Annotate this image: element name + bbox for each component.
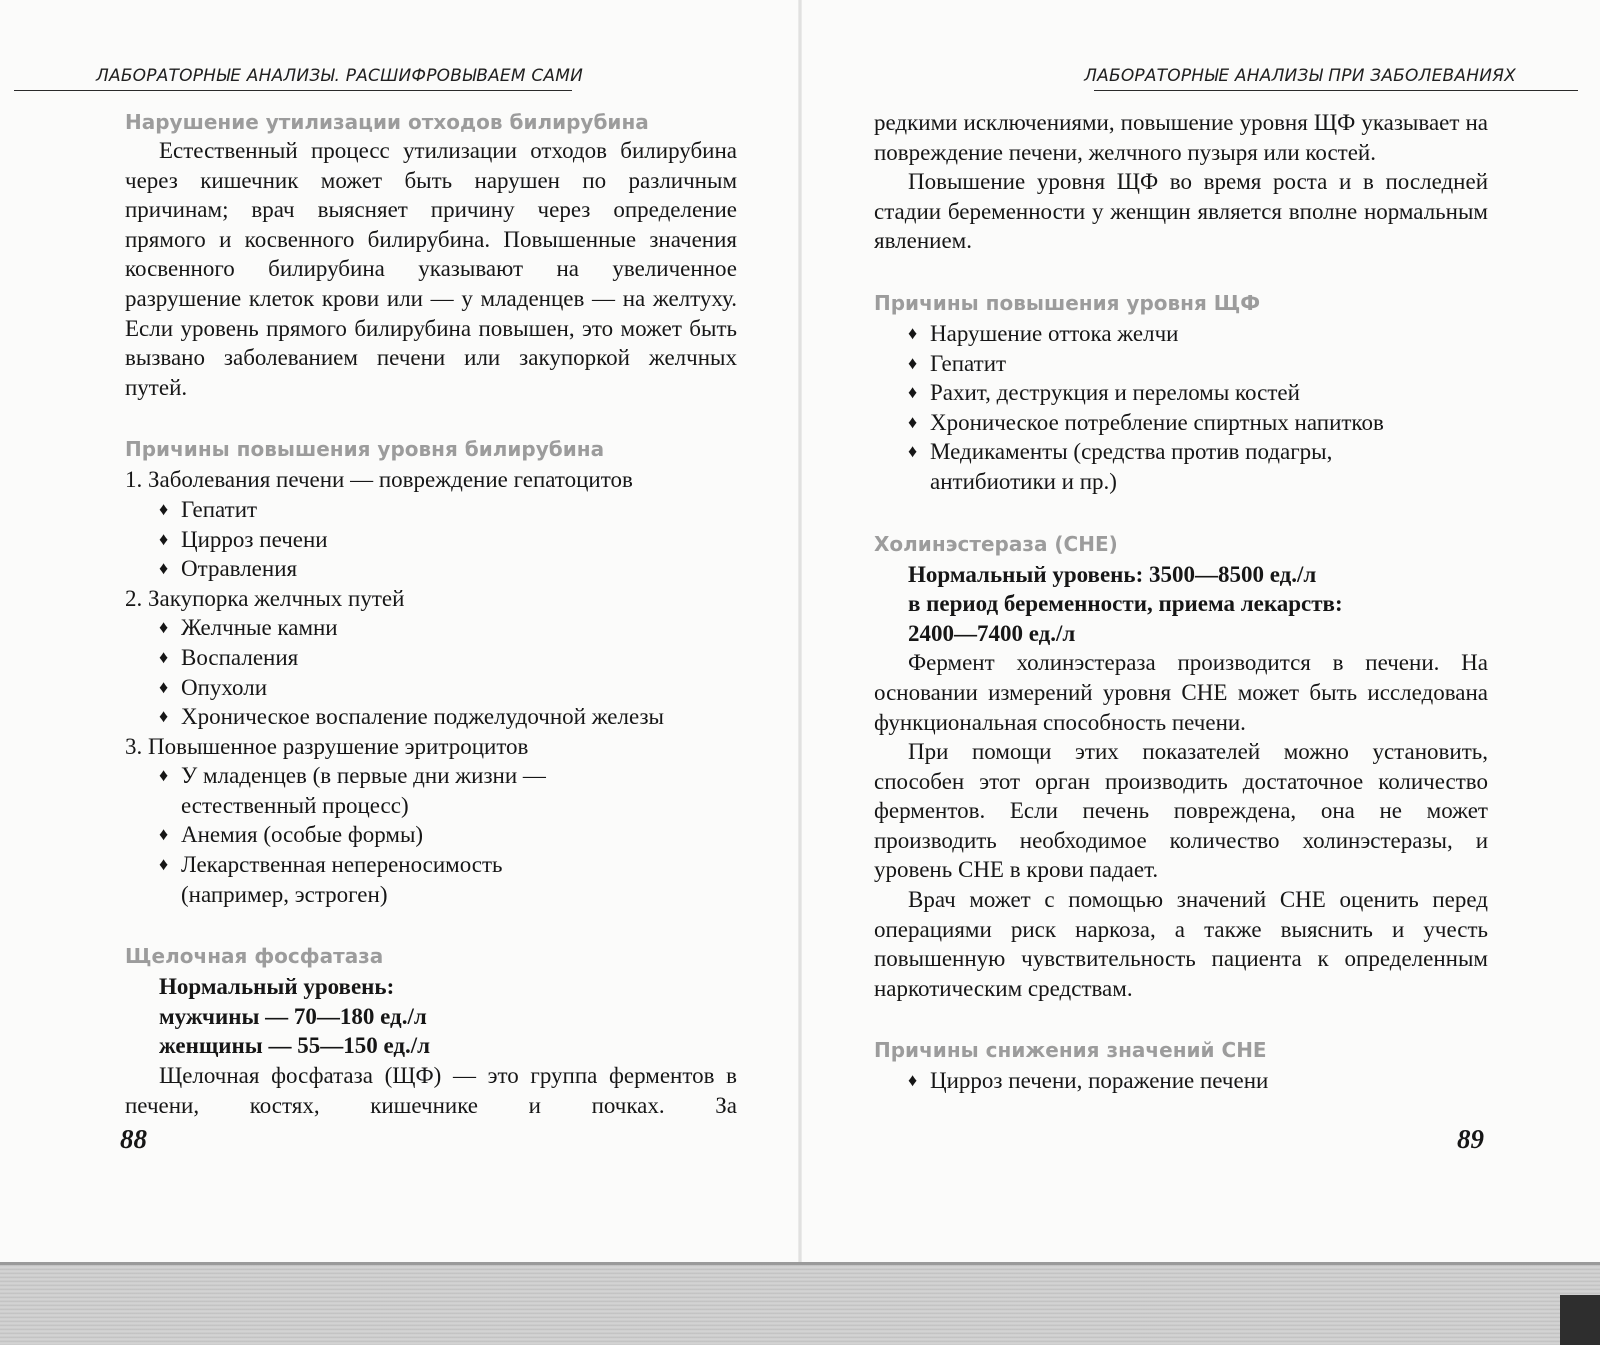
list-item: ♦ Опухоли (159, 673, 737, 703)
diamond-bullet-icon: ♦ (159, 646, 169, 667)
running-head-left: ЛАБОРАТОРНЫЕ АНАЛИЗЫ. РАСШИФРОВЫВАЕМ САМИ (96, 66, 584, 86)
list-item: ♦ Гепатит (908, 349, 1438, 379)
diamond-bullet-icon: ♦ (908, 352, 918, 373)
list-item: ♦ Цирроз печени (159, 525, 737, 555)
norm-line: 2400—7400 ед./л (908, 620, 1076, 646)
diamond-bullet-icon: ♦ (159, 617, 169, 638)
header-rule-left (14, 90, 572, 91)
cause-group (125, 584, 737, 732)
list-item: ♦ Гепатит (159, 495, 737, 525)
diamond-bullet-icon: ♦ (908, 1070, 918, 1091)
section-heading-bilirubin-causes: Причины повышения уровня билирубина (125, 437, 605, 462)
list-item: ♦ Желчные камни (159, 613, 737, 643)
left-page (0, 0, 800, 1260)
page-number-left: 88 (120, 1124, 147, 1154)
norm-line: Нормальный уровень: (159, 974, 395, 1000)
scan-edge-line (0, 1262, 1600, 1265)
norm-line: мужчины — 70—180 ед./л (159, 1003, 427, 1029)
cause-group-label: 3. Повышенное разрушение эритроцитов (125, 733, 529, 759)
diamond-bullet-icon: ♦ (159, 824, 169, 845)
diamond-bullet-icon: ♦ (159, 765, 169, 786)
diamond-bullet-icon: ♦ (908, 322, 918, 343)
paragraph-bilirubin-disposal: Естественный процесс утилизации отходов билирубина через кишечник может быть нарушен по различным причинам; врач выясняет причину через определение прямого и косвенного билирубина. Повышенные значения косвенного билирубина указывают на увеличенное разрушение клеток крови или — у младенцев — на желтуху. Если уровень прямого билирубина повышен, это может быть вызвано заболеванием печени или закупоркой желчных путей. (125, 138, 737, 400)
paragraph-alp-pregnancy: Повышение уровня ЩФ во время роста и в последней стадии беременности у женщин является вполне нормальным явлением. (874, 169, 1488, 254)
cause-group-label: 2. Закупорка желчных путей (125, 585, 405, 611)
diamond-bullet-icon: ♦ (159, 676, 169, 697)
list-item: ♦ Воспаления (159, 643, 737, 673)
alp-causes-list (908, 319, 1438, 497)
list-item: ♦ Медикаменты (средства против подагры, антибиотики и пр.) (908, 439, 1333, 494)
section-heading-cholinesterase: Холинэстераза (CHE) (874, 531, 1118, 556)
left-page-content (125, 108, 737, 1120)
right-page-content (874, 108, 1488, 1096)
scan-corner-shadow (1560, 1295, 1600, 1345)
che-normal-levels (874, 560, 1488, 649)
header-rule-right (1094, 90, 1578, 91)
section-heading-alp-causes: Причины повышения уровня ЩФ (874, 290, 1261, 315)
diamond-bullet-icon: ♦ (159, 706, 169, 727)
right-page (800, 0, 1600, 1260)
diamond-bullet-icon: ♦ (159, 498, 169, 519)
paragraph-che-function: При помощи этих показателей можно установить, способен этот орган производить достаточное количество ферментов. Если печень повреждена, она не может производить необходимое количество холинэстеразы, и уровень CHE в крови падает. (874, 739, 1488, 883)
list-item: ♦ Анемия (особые формы) (159, 820, 599, 850)
alp-normal-levels (125, 972, 737, 1061)
list-item: ♦ Нарушение оттока желчи (908, 319, 1438, 349)
cause-group (125, 465, 737, 583)
che-decrease-list (908, 1066, 1488, 1096)
list-item: ♦ Лекарственная непереносимость (например, эстроген) (159, 852, 503, 907)
list-item: ♦ Рахит, деструкция и переломы костей (908, 378, 1438, 408)
cause-group-label: 1. Заболевания печени — повреждение гепатоцитов (125, 467, 633, 493)
diamond-bullet-icon: ♦ (159, 558, 169, 579)
section-heading-che-decrease: Причины снижения значений CHE (874, 1038, 1267, 1063)
norm-line: женщины — 55—150 ед./л (159, 1033, 431, 1059)
cause-group (125, 732, 737, 910)
list-item: ♦ Хроническое воспаление поджелудочной железы (159, 702, 737, 732)
cause-group-items (159, 495, 737, 584)
cause-group-items (159, 613, 737, 731)
paragraph-alp-intro: Щелочная фосфатаза (ЩФ) — это группа ферментов в печени, костях, кишечнике и почках. За (125, 1063, 737, 1118)
running-head-right: ЛАБОРАТОРНЫЕ АНАЛИЗЫ ПРИ ЗАБОЛЕВАНИЯХ (1084, 66, 1516, 86)
diamond-bullet-icon: ♦ (908, 441, 918, 462)
list-item: ♦ У младенцев (в первые дни жизни — естественный процесс) (159, 763, 546, 818)
list-item: ♦ Отравления (159, 554, 737, 584)
paragraph-che-intro: Фермент холинэстераза производится в печени. На основании измерений уровня CHE может быть исследована функциональная способность печени. (874, 650, 1488, 735)
page-number-right: 89 (1457, 1124, 1484, 1154)
diamond-bullet-icon: ♦ (908, 382, 918, 403)
paragraph-alp-continuation: редкими исключениями, повышение уровня ЩФ указывает на повреждение печени, желчного пузыря или костей. (874, 110, 1488, 165)
bilirubin-causes-list (125, 465, 737, 909)
diamond-bullet-icon: ♦ (908, 411, 918, 432)
paragraph-che-anesthesia: Врач может с помощью значений CHE оценить перед операциями риск наркоза, а также выяснить и учесть повышенную чувствительность пациента к определенным наркотическим средствам. (874, 887, 1488, 1001)
diamond-bullet-icon: ♦ (159, 854, 169, 875)
cause-group-items (159, 761, 599, 909)
norm-line: в период беременности, приема лекарств: (908, 591, 1343, 617)
norm-line: Нормальный уровень: 3500—8500 ед./л (908, 561, 1317, 587)
diamond-bullet-icon: ♦ (159, 528, 169, 549)
section-heading-bilirubin-disposal: Нарушение утилизации отходов билирубина (125, 110, 649, 134)
list-item: ♦ Хроническое потребление спиртных напитков (908, 408, 1438, 438)
list-item: ♦ Цирроз печени, поражение печени (908, 1066, 1488, 1096)
section-heading-alkaline-phosphatase: Щелочная фосфатаза (125, 944, 384, 969)
scan-bottom-edge (0, 1262, 1600, 1345)
